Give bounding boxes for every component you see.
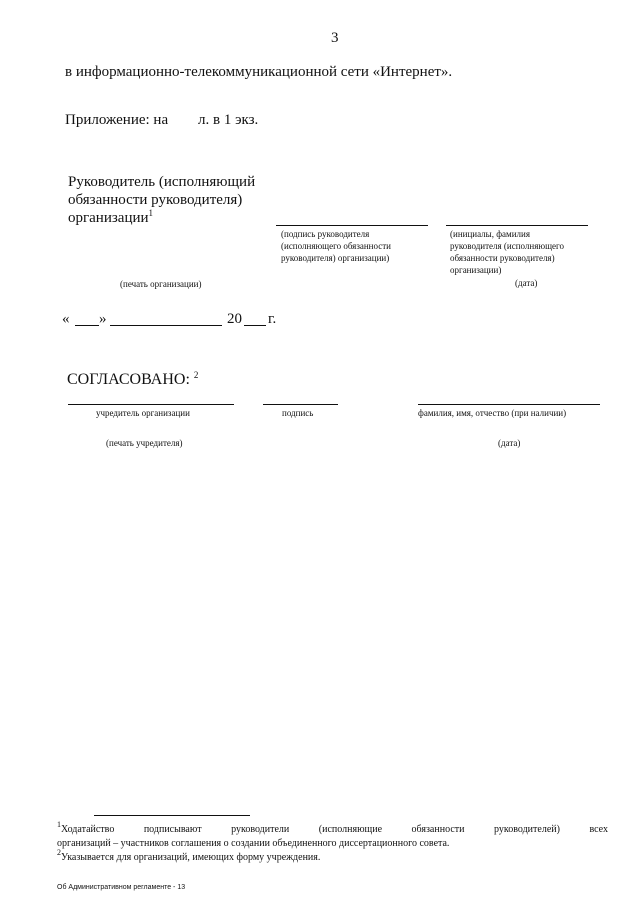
footnote-1-mark: 1 — [57, 820, 61, 829]
page-number: 3 — [331, 30, 339, 46]
signature-caption-1: (подпись руководителя — [281, 229, 370, 239]
footnote-mark-2: 2 — [193, 370, 199, 380]
date-close-quote: » — [99, 311, 107, 327]
date-caption: (дата) — [515, 278, 538, 288]
footnote-1-line-2: организаций – участников соглашения о создании объединенного диссертационного совета. — [57, 838, 450, 849]
agreed-signature-line — [263, 404, 338, 405]
year-blank — [244, 325, 266, 326]
attachment-suffix: л. в 1 экз. — [198, 112, 259, 128]
signature-line — [276, 225, 428, 226]
initials-caption-1: (инициалы, фамилия — [450, 229, 530, 239]
initials-line — [446, 225, 588, 226]
year-prefix: 20 — [227, 311, 242, 327]
footnote-2: $^2$Указывается для организаций, имеющих форму учреждения. — [57, 848, 321, 863]
founder-line — [68, 404, 234, 405]
seal-caption: (печать организации) — [120, 279, 202, 289]
footnote-mark-1: 1 — [148, 208, 154, 218]
fullname-line — [418, 404, 600, 405]
initials-caption-3: обязанности руководителя) — [450, 253, 555, 263]
date-open-quote: « — [62, 311, 70, 327]
footnote-separator — [94, 815, 250, 816]
founder-caption: учредитель организации — [96, 408, 190, 418]
head-title-line-2: обязанности руководителя) — [68, 192, 243, 208]
initials-caption-2: руководителя (исполняющего — [450, 241, 564, 251]
signature-caption-2: (исполняющего обязанности — [281, 241, 391, 251]
year-suffix: г. — [268, 311, 277, 327]
agreed-signature-caption: подпись — [282, 408, 314, 418]
agreed-title: СОГЛАСОВАНО: $^2$ — [67, 370, 199, 388]
month-blank — [110, 325, 222, 326]
founder-seal-caption: (печать учредителя) — [106, 438, 183, 448]
head-title-line-1: Руководитель (исполняющий — [68, 174, 256, 190]
intro-line: в информационно-телекоммуникационной сети «Интернет». — [65, 64, 453, 80]
signature-caption-3: руководителя) организации) — [281, 253, 390, 263]
initials-caption-4: организации) — [450, 265, 502, 275]
footnote-2-mark: 2 — [57, 848, 61, 857]
day-blank — [75, 325, 99, 326]
head-title-line-3: организации$^1$ — [68, 208, 154, 226]
attachment-prefix: Приложение: на — [65, 112, 169, 128]
footnote-1-line-1: $^1$Ходатайство подписывают руководители (исполняющие обязанности руководителей) всех — [57, 820, 608, 835]
page-footer: Об Административном регламенте - 13 — [57, 884, 186, 891]
fullname-caption: фамилия, имя, отчество (при наличии) — [418, 408, 567, 418]
agreed-date-caption: (дата) — [498, 438, 521, 448]
